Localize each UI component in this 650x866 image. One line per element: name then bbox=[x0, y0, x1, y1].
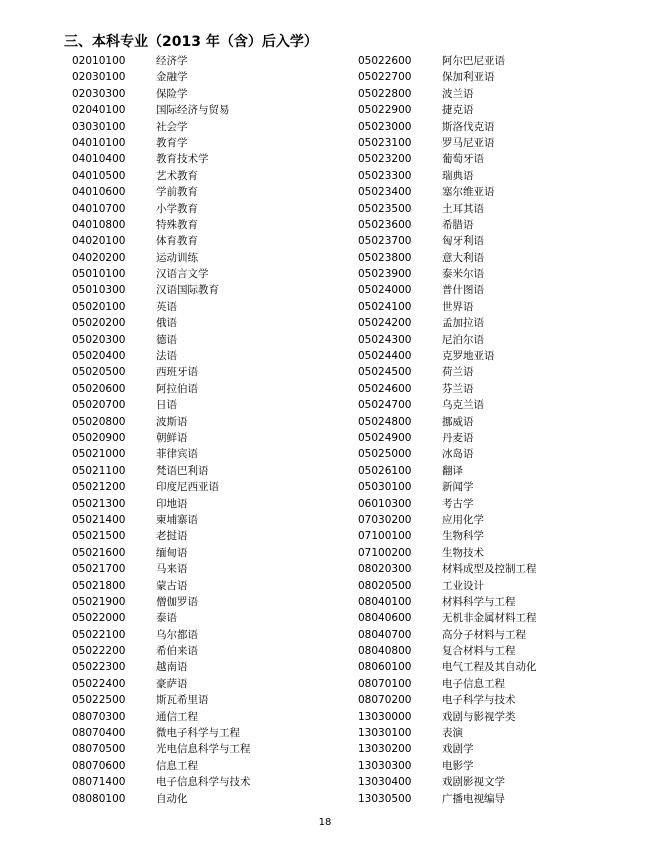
major-code: 04010800 bbox=[72, 218, 126, 231]
major-row bbox=[72, 741, 251, 757]
major-row bbox=[358, 479, 537, 495]
major-code: 02030100 bbox=[72, 71, 126, 84]
major-name: 无机非金属材料工程 bbox=[442, 612, 537, 625]
major-name: 艺术教育 bbox=[156, 169, 198, 182]
major-code: 05010100 bbox=[72, 268, 126, 281]
major-row bbox=[358, 610, 537, 626]
major-row bbox=[358, 217, 537, 233]
major-code: 08020500 bbox=[358, 579, 412, 592]
major-code: 05025000 bbox=[358, 448, 412, 461]
major-code: 08040800 bbox=[358, 645, 412, 658]
major-name: 罗马尼亚语 bbox=[442, 136, 495, 149]
major-code: 05020200 bbox=[72, 317, 126, 330]
major-name: 尼泊尔语 bbox=[442, 333, 484, 346]
major-row bbox=[72, 86, 251, 102]
major-code: 05023200 bbox=[358, 153, 412, 166]
major-name: 克罗地亚语 bbox=[442, 350, 495, 363]
major-row bbox=[358, 102, 537, 118]
major-row bbox=[72, 594, 251, 610]
major-code: 05023100 bbox=[358, 136, 412, 149]
major-code: 05022200 bbox=[72, 645, 126, 658]
major-name: 翻译 bbox=[442, 464, 463, 477]
major-name: 表演 bbox=[442, 727, 463, 740]
major-row bbox=[72, 266, 251, 282]
major-name: 考古学 bbox=[442, 497, 474, 510]
major-row bbox=[358, 364, 537, 380]
major-row bbox=[358, 332, 537, 348]
major-row bbox=[72, 774, 251, 790]
major-code: 05020300 bbox=[72, 333, 126, 346]
major-row bbox=[358, 758, 537, 774]
major-code: 08040700 bbox=[358, 628, 412, 641]
major-name: 丹麦语 bbox=[442, 431, 474, 444]
major-name: 通信工程 bbox=[156, 710, 198, 723]
major-name: 乌克兰语 bbox=[442, 399, 484, 412]
major-name: 俄语 bbox=[156, 317, 177, 330]
major-row bbox=[72, 430, 251, 446]
major-name: 泰语 bbox=[156, 612, 177, 625]
major-code: 04010400 bbox=[72, 153, 126, 166]
page-number: 18 bbox=[318, 817, 332, 828]
major-name: 教育学 bbox=[156, 136, 188, 149]
major-name: 捷克语 bbox=[442, 104, 474, 117]
major-name: 保险学 bbox=[156, 87, 188, 100]
major-row bbox=[358, 184, 537, 200]
major-name: 阿拉伯语 bbox=[156, 382, 198, 395]
major-row bbox=[358, 151, 537, 167]
major-name: 希伯来语 bbox=[156, 645, 198, 658]
major-row bbox=[72, 692, 251, 708]
major-name: 国际经济与贸易 bbox=[156, 104, 230, 117]
major-code: 04010100 bbox=[72, 136, 126, 149]
major-code: 13030100 bbox=[358, 727, 412, 740]
major-name: 生物科学 bbox=[442, 530, 484, 543]
major-name: 僧伽罗语 bbox=[156, 595, 198, 608]
major-row bbox=[72, 135, 251, 151]
major-name: 蒙古语 bbox=[156, 579, 188, 592]
major-code: 05022100 bbox=[72, 628, 126, 641]
major-row bbox=[358, 709, 537, 725]
major-code: 05024700 bbox=[358, 399, 412, 412]
major-code: 05024200 bbox=[358, 317, 412, 330]
major-name: 教育技术学 bbox=[156, 153, 209, 166]
major-name: 英语 bbox=[156, 300, 177, 313]
major-name: 希腊语 bbox=[442, 218, 474, 231]
major-row bbox=[358, 545, 537, 561]
major-code: 05023000 bbox=[358, 120, 412, 133]
major-code: 08020300 bbox=[358, 563, 412, 576]
major-row bbox=[358, 430, 537, 446]
major-name: 特殊教育 bbox=[156, 218, 198, 231]
major-code: 06010300 bbox=[358, 497, 412, 510]
major-code: 05022400 bbox=[72, 677, 126, 690]
major-code: 08070400 bbox=[72, 727, 126, 740]
major-code: 13030500 bbox=[358, 792, 412, 805]
major-row bbox=[72, 561, 251, 577]
major-name: 越南语 bbox=[156, 661, 188, 674]
major-code: 05020400 bbox=[72, 350, 126, 363]
major-name: 缅甸语 bbox=[156, 546, 188, 559]
major-code: 05024500 bbox=[358, 366, 412, 379]
major-row bbox=[358, 397, 537, 413]
major-name: 印度尼西亚语 bbox=[156, 481, 219, 494]
major-row bbox=[72, 315, 251, 331]
section-heading: 三、本科专业（2013 年（含）后入学） bbox=[64, 34, 318, 50]
major-name: 法语 bbox=[156, 350, 177, 363]
major-code: 04010700 bbox=[72, 202, 126, 215]
major-row bbox=[358, 250, 537, 266]
major-code: 05024800 bbox=[358, 415, 412, 428]
major-row bbox=[72, 168, 251, 184]
major-row bbox=[358, 463, 537, 479]
major-code: 08040600 bbox=[358, 612, 412, 625]
major-code: 07100100 bbox=[358, 530, 412, 543]
major-row bbox=[358, 86, 537, 102]
left-major-list bbox=[72, 53, 251, 807]
major-code: 05021600 bbox=[72, 546, 126, 559]
major-code: 05022800 bbox=[358, 87, 412, 100]
major-row bbox=[358, 774, 537, 790]
major-name: 保加利亚语 bbox=[442, 71, 495, 84]
major-row bbox=[358, 578, 537, 594]
major-row bbox=[358, 676, 537, 692]
major-code: 07030200 bbox=[358, 513, 412, 526]
major-name: 老挝语 bbox=[156, 530, 188, 543]
major-name: 电子信息科学与技术 bbox=[156, 776, 251, 789]
major-name: 泰米尔语 bbox=[442, 268, 484, 281]
major-code: 05023500 bbox=[358, 202, 412, 215]
major-row bbox=[72, 332, 251, 348]
major-row bbox=[358, 725, 537, 741]
major-name: 荷兰语 bbox=[442, 366, 474, 379]
major-row bbox=[72, 364, 251, 380]
major-name: 阿尔巴尼亚语 bbox=[442, 55, 505, 67]
major-name: 光电信息科学与工程 bbox=[156, 743, 251, 756]
major-name: 菲律宾语 bbox=[156, 448, 198, 461]
major-code: 13030300 bbox=[358, 759, 412, 772]
major-code: 05023700 bbox=[358, 235, 412, 248]
major-code: 05021900 bbox=[72, 595, 126, 608]
major-code: 05021400 bbox=[72, 513, 126, 526]
major-code: 05021800 bbox=[72, 579, 126, 592]
major-name: 普什图语 bbox=[442, 284, 484, 297]
major-name: 电气工程及其自动化 bbox=[442, 661, 537, 674]
major-row bbox=[72, 348, 251, 364]
major-code: 05024100 bbox=[358, 300, 412, 313]
major-code: 05022700 bbox=[358, 71, 412, 84]
major-name: 印地语 bbox=[156, 497, 188, 510]
major-row bbox=[72, 479, 251, 495]
major-row bbox=[358, 168, 537, 184]
major-row bbox=[72, 414, 251, 430]
major-name: 运动训练 bbox=[156, 251, 198, 264]
major-row bbox=[72, 151, 251, 167]
major-code: 05010300 bbox=[72, 284, 126, 297]
major-row bbox=[72, 627, 251, 643]
major-name: 生物技术 bbox=[442, 546, 484, 559]
major-row bbox=[72, 184, 251, 200]
major-code: 05021100 bbox=[72, 464, 126, 477]
major-name: 汉语言文学 bbox=[156, 268, 209, 281]
major-name: 学前教育 bbox=[156, 186, 198, 199]
major-row bbox=[72, 250, 251, 266]
major-name: 日语 bbox=[156, 399, 177, 412]
major-code: 08071400 bbox=[72, 776, 126, 789]
major-code: 05020800 bbox=[72, 415, 126, 428]
major-name: 自动化 bbox=[156, 792, 188, 805]
major-name: 汉语国际教育 bbox=[156, 284, 219, 297]
major-row bbox=[72, 659, 251, 675]
major-name: 瑞典语 bbox=[442, 169, 474, 182]
major-code: 02010100 bbox=[72, 55, 126, 67]
major-name: 葡萄牙语 bbox=[442, 153, 484, 166]
major-row bbox=[358, 282, 537, 298]
major-code: 08070200 bbox=[358, 694, 412, 707]
major-row bbox=[358, 643, 537, 659]
major-row bbox=[358, 446, 537, 462]
major-code: 08070500 bbox=[72, 743, 126, 756]
major-name: 冰岛语 bbox=[442, 448, 474, 461]
major-name: 广播电视编导 bbox=[442, 792, 505, 805]
major-code: 05023900 bbox=[358, 268, 412, 281]
major-row bbox=[358, 53, 537, 69]
major-name: 斯瓦希里语 bbox=[156, 694, 209, 707]
major-row bbox=[72, 217, 251, 233]
major-row bbox=[72, 496, 251, 512]
major-code: 08070600 bbox=[72, 759, 126, 772]
major-row bbox=[72, 53, 251, 69]
major-code: 05022900 bbox=[358, 104, 412, 117]
major-name: 材料科学与工程 bbox=[442, 595, 516, 608]
major-code: 02030300 bbox=[72, 87, 126, 100]
major-row bbox=[72, 463, 251, 479]
major-code: 05020100 bbox=[72, 300, 126, 313]
major-name: 匈牙利语 bbox=[442, 235, 484, 248]
major-name: 金融学 bbox=[156, 71, 188, 84]
major-code: 07100200 bbox=[358, 546, 412, 559]
major-code: 05022000 bbox=[72, 612, 126, 625]
major-name: 社会学 bbox=[156, 120, 188, 133]
major-name: 马来语 bbox=[156, 563, 188, 576]
major-row bbox=[72, 446, 251, 462]
major-code: 05023800 bbox=[358, 251, 412, 264]
major-row bbox=[358, 135, 537, 151]
major-row bbox=[72, 381, 251, 397]
major-row bbox=[358, 69, 537, 85]
major-code: 05020700 bbox=[72, 399, 126, 412]
major-code: 13030000 bbox=[358, 710, 412, 723]
major-row bbox=[72, 69, 251, 85]
major-name: 挪威语 bbox=[442, 415, 474, 428]
major-code: 05024400 bbox=[358, 350, 412, 363]
major-code: 05021000 bbox=[72, 448, 126, 461]
major-name: 工业设计 bbox=[442, 579, 484, 592]
major-name: 波兰语 bbox=[442, 87, 474, 100]
major-row bbox=[72, 299, 251, 315]
major-code: 05023600 bbox=[358, 218, 412, 231]
major-code: 13030200 bbox=[358, 743, 412, 756]
major-row bbox=[358, 692, 537, 708]
major-row bbox=[72, 791, 251, 807]
major-row bbox=[72, 578, 251, 594]
major-name: 戏剧学 bbox=[442, 743, 474, 756]
major-code: 02040100 bbox=[72, 104, 126, 117]
major-code: 04010500 bbox=[72, 169, 126, 182]
major-code: 05021300 bbox=[72, 497, 126, 510]
major-row bbox=[72, 397, 251, 413]
major-name: 电子科学与技术 bbox=[442, 694, 516, 707]
major-code: 05020500 bbox=[72, 366, 126, 379]
major-code: 08070100 bbox=[358, 677, 412, 690]
right-major-list bbox=[358, 53, 537, 807]
major-name: 材料成型及控制工程 bbox=[442, 563, 537, 576]
major-name: 德语 bbox=[156, 333, 177, 346]
major-row bbox=[358, 741, 537, 757]
major-row bbox=[72, 643, 251, 659]
major-name: 电影学 bbox=[442, 759, 474, 772]
major-code: 05020600 bbox=[72, 382, 126, 395]
major-code: 04020200 bbox=[72, 251, 126, 264]
major-code: 05022600 bbox=[358, 55, 412, 67]
major-name: 豪萨语 bbox=[156, 677, 188, 690]
major-name: 高分子材料与工程 bbox=[442, 628, 526, 641]
major-row bbox=[72, 102, 251, 118]
major-row bbox=[358, 627, 537, 643]
major-row bbox=[72, 528, 251, 544]
major-name: 体育教育 bbox=[156, 235, 198, 248]
major-code: 13030400 bbox=[358, 776, 412, 789]
major-code: 08080100 bbox=[72, 792, 126, 805]
major-row bbox=[72, 282, 251, 298]
major-code: 05021700 bbox=[72, 563, 126, 576]
major-name: 微电子科学与工程 bbox=[156, 727, 240, 740]
major-name: 信息工程 bbox=[156, 759, 198, 772]
major-row bbox=[358, 233, 537, 249]
major-name: 应用化学 bbox=[442, 513, 484, 526]
major-row bbox=[72, 610, 251, 626]
major-code: 05020900 bbox=[72, 431, 126, 444]
major-row bbox=[358, 299, 537, 315]
major-name: 戏剧影视文学 bbox=[442, 776, 505, 789]
major-code: 05024600 bbox=[358, 382, 412, 395]
major-name: 柬埔寨语 bbox=[156, 513, 198, 526]
major-name: 经济学 bbox=[156, 55, 188, 67]
major-name: 斯洛伐克语 bbox=[442, 120, 495, 133]
major-row bbox=[72, 233, 251, 249]
major-code: 08040100 bbox=[358, 595, 412, 608]
major-name: 梵语巴利语 bbox=[156, 464, 209, 477]
major-name: 波斯语 bbox=[156, 415, 188, 428]
major-row bbox=[358, 594, 537, 610]
major-row bbox=[358, 659, 537, 675]
major-row bbox=[358, 561, 537, 577]
major-name: 电子信息工程 bbox=[442, 677, 505, 690]
major-row bbox=[72, 119, 251, 135]
major-row bbox=[358, 512, 537, 528]
major-code: 04010600 bbox=[72, 186, 126, 199]
major-name: 西班牙语 bbox=[156, 366, 198, 379]
major-code: 05023400 bbox=[358, 186, 412, 199]
major-name: 戏剧与影视学类 bbox=[442, 710, 516, 723]
major-row bbox=[358, 201, 537, 217]
major-name: 意大利语 bbox=[442, 251, 484, 264]
major-code: 05030100 bbox=[358, 481, 412, 494]
major-code: 03030100 bbox=[72, 120, 126, 133]
major-code: 05023300 bbox=[358, 169, 412, 182]
major-name: 新闻学 bbox=[442, 481, 474, 494]
major-row bbox=[358, 119, 537, 135]
major-row bbox=[72, 758, 251, 774]
major-row bbox=[72, 201, 251, 217]
major-row bbox=[358, 348, 537, 364]
major-name: 塞尔维亚语 bbox=[442, 186, 495, 199]
major-row bbox=[358, 496, 537, 512]
major-code: 05022500 bbox=[72, 694, 126, 707]
major-row bbox=[358, 266, 537, 282]
major-row bbox=[358, 414, 537, 430]
major-code: 05022300 bbox=[72, 661, 126, 674]
major-name: 小学教育 bbox=[156, 202, 198, 215]
major-name: 复合材料与工程 bbox=[442, 645, 516, 658]
major-code: 05021500 bbox=[72, 530, 126, 543]
major-row bbox=[72, 676, 251, 692]
major-name: 乌尔都语 bbox=[156, 628, 198, 641]
major-row bbox=[358, 315, 537, 331]
major-name: 孟加拉语 bbox=[442, 317, 484, 330]
major-row bbox=[358, 528, 537, 544]
major-name: 芬兰语 bbox=[442, 382, 474, 395]
major-name: 世界语 bbox=[442, 300, 474, 313]
major-row bbox=[72, 725, 251, 741]
major-code: 05026100 bbox=[358, 464, 412, 477]
major-name: 朝鲜语 bbox=[156, 431, 188, 444]
major-code: 08070300 bbox=[72, 710, 126, 723]
major-code: 05024000 bbox=[358, 284, 412, 297]
major-code: 05024900 bbox=[358, 431, 412, 444]
major-row bbox=[72, 512, 251, 528]
major-code: 04020100 bbox=[72, 235, 126, 248]
major-row bbox=[72, 545, 251, 561]
major-code: 05024300 bbox=[358, 333, 412, 346]
major-row bbox=[358, 791, 537, 807]
major-code: 08060100 bbox=[358, 661, 412, 674]
major-name: 土耳其语 bbox=[442, 202, 484, 215]
major-row bbox=[358, 381, 537, 397]
major-row bbox=[72, 709, 251, 725]
major-code: 05021200 bbox=[72, 481, 126, 494]
